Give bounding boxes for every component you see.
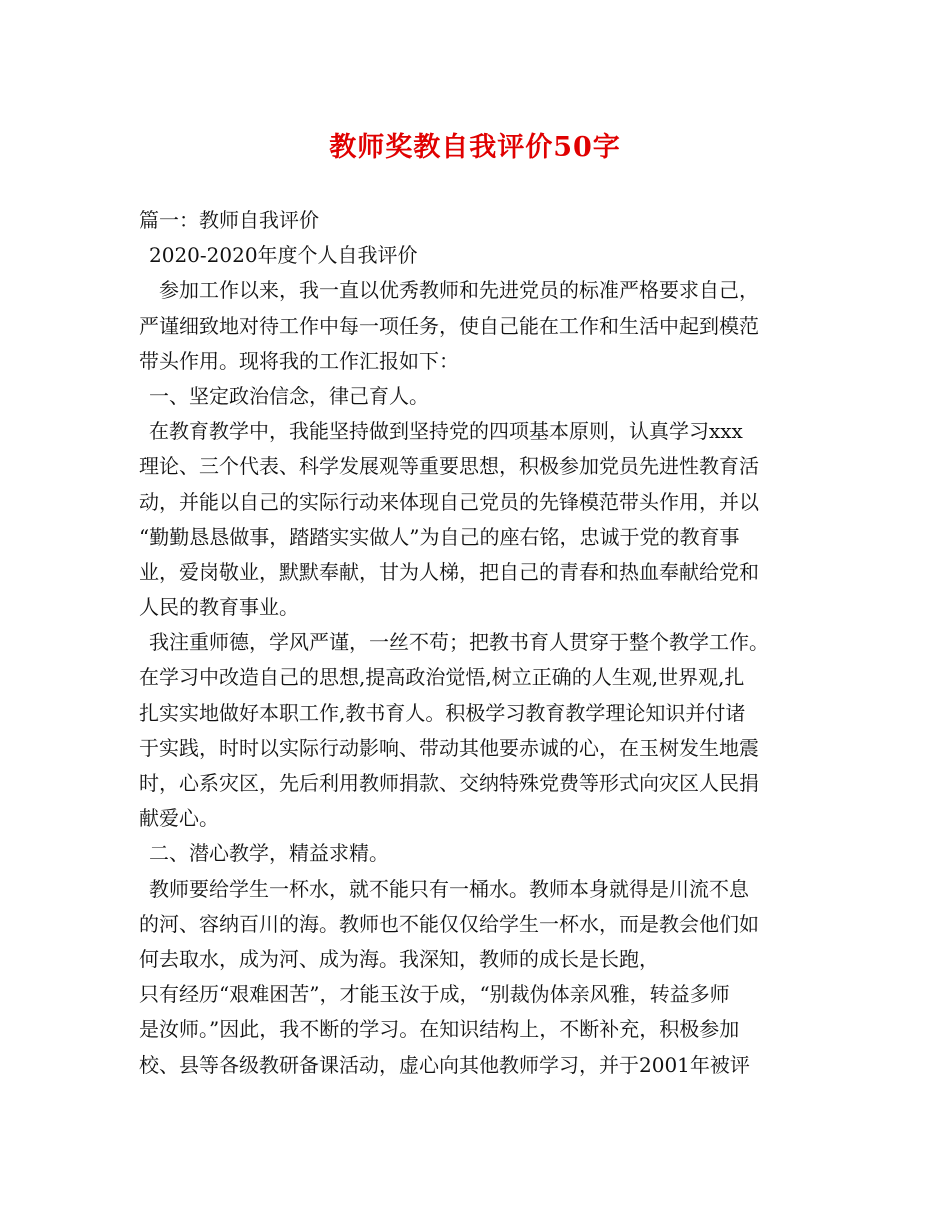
- text-line: “勤勤恳恳做事，踏踏实实做人”为自己的座右铭，忠诚于党的教育事: [139, 524, 740, 549]
- text-line: 在学习中改造自己的思想,提高政治觉悟,树立正确的人生观,世界观,扎: [139, 665, 745, 690]
- text-line: 教师要给学生一杯水，就不能只有一桶水。教师本身就得是川流不息: [149, 876, 749, 901]
- text-line: 只有经历“艰难困苦”，才能玉汝于成，“别裁伪体亲风雅，转益多师: [139, 982, 730, 1007]
- text-line: 我注重师德，学风严谨，一丝不苟；把教书育人贯穿于整个教学工作。: [149, 630, 769, 655]
- text-line: 业，爱岗敬业，默默奉献，甘为人梯，把自己的青春和热血奉献给党和: [139, 559, 759, 584]
- text-line: 篇一：教师自我评价: [139, 208, 319, 232]
- document-body: [139, 203, 824, 1083]
- text-line: 在教育教学中，我能坚持做到坚持党的四项基本原则，认真学习xxx: [149, 419, 743, 444]
- text-line: 带头作用。现将我的工作汇报如下：: [139, 348, 459, 373]
- text-line: 的河、容纳百川的海。教师也不能仅仅给学生一杯水，而是教会他们如: [139, 911, 759, 936]
- text-line: 人民的教育事业。: [139, 595, 299, 620]
- text-line: 于实践，时时以实际行动影响、带动其他要赤诚的心，在玉树发生地震: [139, 735, 759, 760]
- text-line: 时，心系灾区，先后利用教师捐款、交纳特殊党费等形式向灾区人民捐: [139, 771, 759, 795]
- text-line: 献爱心。: [139, 806, 219, 831]
- text-line: 一、坚定政治信念，律己育人。: [149, 383, 429, 408]
- text-line: 二、潜心教学，精益求精。: [149, 841, 389, 866]
- text-line: 何去取水，成为河、成为海。我深知，教师的成长是长跑，: [139, 946, 659, 971]
- text-line: 2020-2020年度个人自我评价: [149, 243, 418, 268]
- text-line: 严谨细致地对待工作中每一项任务，使自己能在工作和生活中起到模范: [139, 313, 759, 338]
- text-line: 动，并能以自己的实际行动来体现自己党员的先锋模范带头作用，并以: [139, 489, 759, 514]
- text-line: 参加工作以来，我一直以优秀教师和先进党员的标准严格要求自己，: [159, 278, 759, 303]
- text-line: 扎实实地做好本职工作,教书育人。积极学习教育教学理论知识并付诸: [139, 700, 746, 725]
- document-title: 教师奖教自我评价50字: [329, 132, 621, 163]
- text-line: 是汝师。”因此，我不断的学习。在知识结构上，不断补充，积极参加: [139, 1017, 740, 1042]
- text-line: 校、县等各级教研备课活动，虚心向其他教师学习，并于2001年被评: [139, 1052, 750, 1077]
- text-line: 理论、三个代表、科学发展观等重要思想，积极参加党员先进性教育活: [139, 454, 759, 479]
